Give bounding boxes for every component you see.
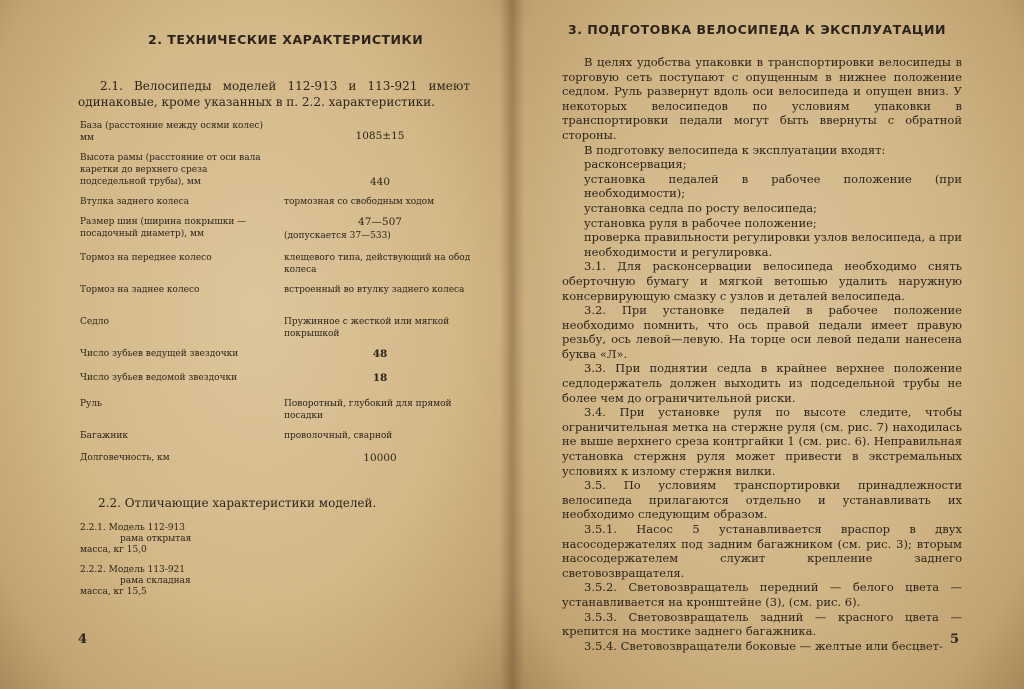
- spec-value: 1085±15: [355, 130, 405, 142]
- spec-label: Багажник: [80, 431, 128, 441]
- list-item: установка седла по росту велосипеда;: [584, 200, 817, 215]
- section-paragraph: 3.5. По условиям транспортировки принадлежности велосипеда прилагаются отдельно и устанавливать их необходимо следующим образом.: [562, 478, 962, 522]
- spec-value: Поворотный, глубокий для прямой посадки: [284, 399, 452, 421]
- list-item: установка педалей в рабочее положение (при необходимости);: [584, 171, 962, 201]
- section-paragraph: 3.2. При установке педалей в рабочее положение необходимо помнить, что ось правой педали имеет правую резьбу, ось левой—левую. На торце оси левой педали нанесена буква «Л».: [562, 303, 962, 361]
- paragraph: В целях удобства упаковки в транспортировки велосипеды в торговую сеть поступают с опущенным в нижнее положение седлом. Руль развернут вдоль оси велосипеда и опущен вниз. У некоторых велосипедов по условиям упаковки в транспортировки педали могут быть ввернуты с обратной стороны.: [562, 55, 962, 142]
- model-line: масса, кг 15,0: [80, 545, 147, 555]
- spec-value: тормозная со свободным ходом: [284, 197, 435, 207]
- list-item: установка руля в рабочее положение;: [584, 215, 817, 230]
- spec-value: Пружинное с жесткой или мягкой покрышкой: [284, 317, 450, 339]
- spec-value: 10000: [363, 452, 397, 464]
- list-item: расконсервация;: [584, 157, 687, 172]
- list-item: проверка правильности регулировки узлов велосипеда, а при необходимости и регулировка.: [584, 230, 962, 259]
- section-paragraph: 3.5.4. Световозвращатели боковые — желтые или бесцвет-: [584, 638, 943, 653]
- model-line: 2.2.1. Модель 112-913: [80, 523, 185, 533]
- page-number-right: 5: [950, 632, 960, 647]
- spec-label: Тормоз на заднее колесо: [80, 285, 200, 295]
- spec-label: Долговечность, км: [80, 453, 170, 463]
- spec-value: встроенный во втулку заднего колеса: [284, 285, 465, 295]
- book-gutter: [500, 0, 524, 689]
- spec-value: клещевого типа, действующий на обод колеса: [284, 253, 471, 275]
- right-page-body: [562, 55, 962, 653]
- section-paragraph: 3.5.2. Световозвращатель передний — белого цвета — устанавливается на кронштейне (3), (см. рис. 6).: [562, 580, 962, 609]
- spec-label: Руль: [80, 399, 102, 409]
- intro-paragraph: 2.1. Велосипеды моделей 112-913 и 113-921 имеют одинаковые, кроме указанных в п. 2.2. характеристики.: [78, 79, 470, 109]
- model-line: рама открытая: [120, 534, 192, 544]
- spec-value: 440: [369, 176, 391, 188]
- spec-label: Число зубьев ведущей звездочки: [80, 349, 239, 359]
- spec-label: Высота рамы (расстояние от оси вала каретки до верхнего среза подседельной трубы), мм: [80, 153, 261, 187]
- section-paragraph: 3.5.1. Насос 5 устанавливается враспор в двух насосодержателях под задним багажником (см. рис. 3); вторым насосодержателем служит крепление заднего световозвращателя.: [562, 522, 962, 580]
- spec-label: Число зубьев ведомой звездочки: [80, 373, 238, 383]
- section-paragraph: 3.1. Для расконсервации велосипеда необходимо снять оберточную бумагу и мягкой ветошью удалить наружную консервирующую смазку с узлов и деталей велосипеда.: [562, 259, 962, 303]
- section-paragraph: 3.4. При установке руля по высоте следите, чтобы ограничительная метка на стержне руля (см. рис. 7) находилась не выше верхнего среза контргайки 1 (см. рис. 6). Неправильная установка стержня руля может привести в экстремальных условиях к излому стержня вилки.: [562, 405, 962, 478]
- spec-value: проволочный, сварной: [284, 431, 393, 441]
- left-page-title: 2. ТЕХНИЧЕСКИЕ ХАРАКТЕРИСТИКИ: [148, 32, 424, 47]
- model-line: масса, кг 15,5: [80, 587, 147, 597]
- spec-label: Втулка заднего колеса: [80, 197, 190, 207]
- spec-value: 18: [372, 372, 388, 384]
- right-page-title: 3. ПОДГОТОВКА ВЕЛОСИПЕДА К ЭКСПЛУАТАЦИИ: [568, 22, 946, 37]
- spec-value: 48: [372, 348, 388, 360]
- spec-label: Седло: [80, 317, 109, 327]
- page-number-left: 4: [78, 632, 88, 647]
- model-line: 2.2.2. Модель 113-921: [80, 565, 185, 575]
- section-paragraph: 3.3. При поднятии седла в крайнее верхнее положение седлодержатель должен выходить из подседельной трубы не более чем до ограничительной риски.: [562, 361, 962, 405]
- spec-value: 47—507: [358, 216, 402, 228]
- spec-label: База (расстояние между осями колес) мм: [80, 121, 264, 143]
- spec-value-note: (допускается 37—533): [284, 231, 391, 241]
- model-line: рама складная: [120, 576, 191, 586]
- section-paragraph: 3.5.3. Световозвращатель задний — красного цвета — крепится на мостике заднего багажника.: [562, 609, 962, 639]
- spec-label: Тормоз на переднее колесо: [80, 253, 212, 263]
- paragraph: В подготовку велосипеда к эксплуатации входят:: [584, 142, 886, 157]
- spec-label: Размер шин (ширина покрышки — посадочный диаметр), мм: [80, 217, 247, 239]
- section-22-title: 2.2. Отличающие характеристики моделей.: [98, 496, 377, 510]
